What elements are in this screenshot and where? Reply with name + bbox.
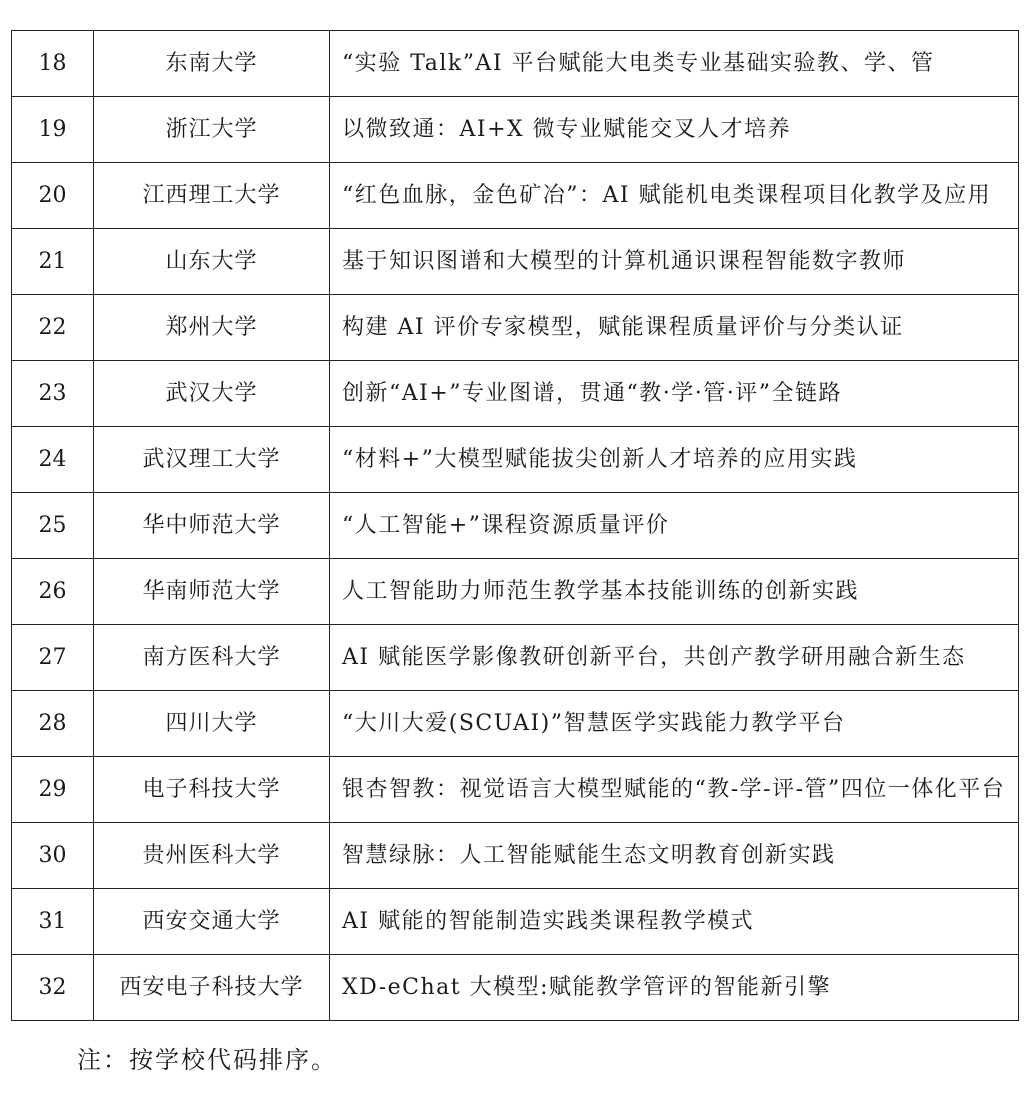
project-title: “实验 Talk”AI 平台赋能大电类专业基础实验教、学、管 (330, 31, 1019, 97)
project-title: “大川大爱(SCUAI)”智慧医学实践能力教学平台 (330, 691, 1019, 757)
table-row (12, 229, 1019, 295)
university-name: 华中师范大学 (94, 493, 330, 559)
row-number: 26 (12, 559, 94, 625)
table-row (12, 955, 1019, 1021)
table-row (12, 97, 1019, 163)
row-number: 21 (12, 229, 94, 295)
university-name: 山东大学 (94, 229, 330, 295)
row-number: 23 (12, 361, 94, 427)
project-title: 人工智能助力师范生教学基本技能训练的创新实践 (330, 559, 1019, 625)
project-title: XD-eChat 大模型:赋能教学管评的智能新引擎 (330, 955, 1019, 1021)
row-number: 25 (12, 493, 94, 559)
footnote: 注：按学校代码排序。 (77, 1046, 337, 1074)
table-row (12, 427, 1019, 493)
university-name: 四川大学 (94, 691, 330, 757)
table-row (12, 163, 1019, 229)
university-name: 电子科技大学 (94, 757, 330, 823)
university-name: 武汉大学 (94, 361, 330, 427)
university-name: 江西理工大学 (94, 163, 330, 229)
row-number: 20 (12, 163, 94, 229)
university-name: 华南师范大学 (94, 559, 330, 625)
row-number: 29 (12, 757, 94, 823)
table-row (12, 295, 1019, 361)
project-title: AI 赋能医学影像教研创新平台，共创产教学研用融合新生态 (330, 625, 1019, 691)
table-body (12, 31, 1019, 1021)
table-row (12, 31, 1019, 97)
university-name: 东南大学 (94, 31, 330, 97)
row-number: 28 (12, 691, 94, 757)
university-name: 武汉理工大学 (94, 427, 330, 493)
table-row (12, 889, 1019, 955)
row-number: 24 (12, 427, 94, 493)
project-title: AI 赋能的智能制造实践类课程教学模式 (330, 889, 1019, 955)
table-row (12, 691, 1019, 757)
table-row (12, 361, 1019, 427)
university-name: 南方医科大学 (94, 625, 330, 691)
university-name: 西安交通大学 (94, 889, 330, 955)
row-number: 19 (12, 97, 94, 163)
project-title: 以微致通：AI+X 微专业赋能交叉人才培养 (330, 97, 1019, 163)
row-number: 30 (12, 823, 94, 889)
project-title: 基于知识图谱和大模型的计算机通识课程智能数字教师 (330, 229, 1019, 295)
project-title: “红色血脉，金色矿冶”：AI 赋能机电类课程项目化教学及应用 (330, 163, 1019, 229)
university-name: 郑州大学 (94, 295, 330, 361)
university-name: 浙江大学 (94, 97, 330, 163)
project-title: “材料+”大模型赋能拔尖创新人才培养的应用实践 (330, 427, 1019, 493)
project-title: 智慧绿脉：人工智能赋能生态文明教育创新实践 (330, 823, 1019, 889)
table-row (12, 559, 1019, 625)
table-row (12, 757, 1019, 823)
project-title: “人工智能+”课程资源质量评价 (330, 493, 1019, 559)
row-number: 22 (12, 295, 94, 361)
row-number: 32 (12, 955, 94, 1021)
projects-table (11, 30, 1019, 1021)
table-row (12, 625, 1019, 691)
project-title: 构建 AI 评价专家模型，赋能课程质量评价与分类认证 (330, 295, 1019, 361)
table-row (12, 493, 1019, 559)
project-title: 银杏智教：视觉语言大模型赋能的“教-学-评-管”四位一体化平台 (330, 757, 1019, 823)
university-name: 贵州医科大学 (94, 823, 330, 889)
table-row (12, 823, 1019, 889)
row-number: 18 (12, 31, 94, 97)
row-number: 27 (12, 625, 94, 691)
row-number: 31 (12, 889, 94, 955)
project-title: 创新“AI+”专业图谱，贯通“教·学·管·评”全链路 (330, 361, 1019, 427)
university-name: 西安电子科技大学 (94, 955, 330, 1021)
